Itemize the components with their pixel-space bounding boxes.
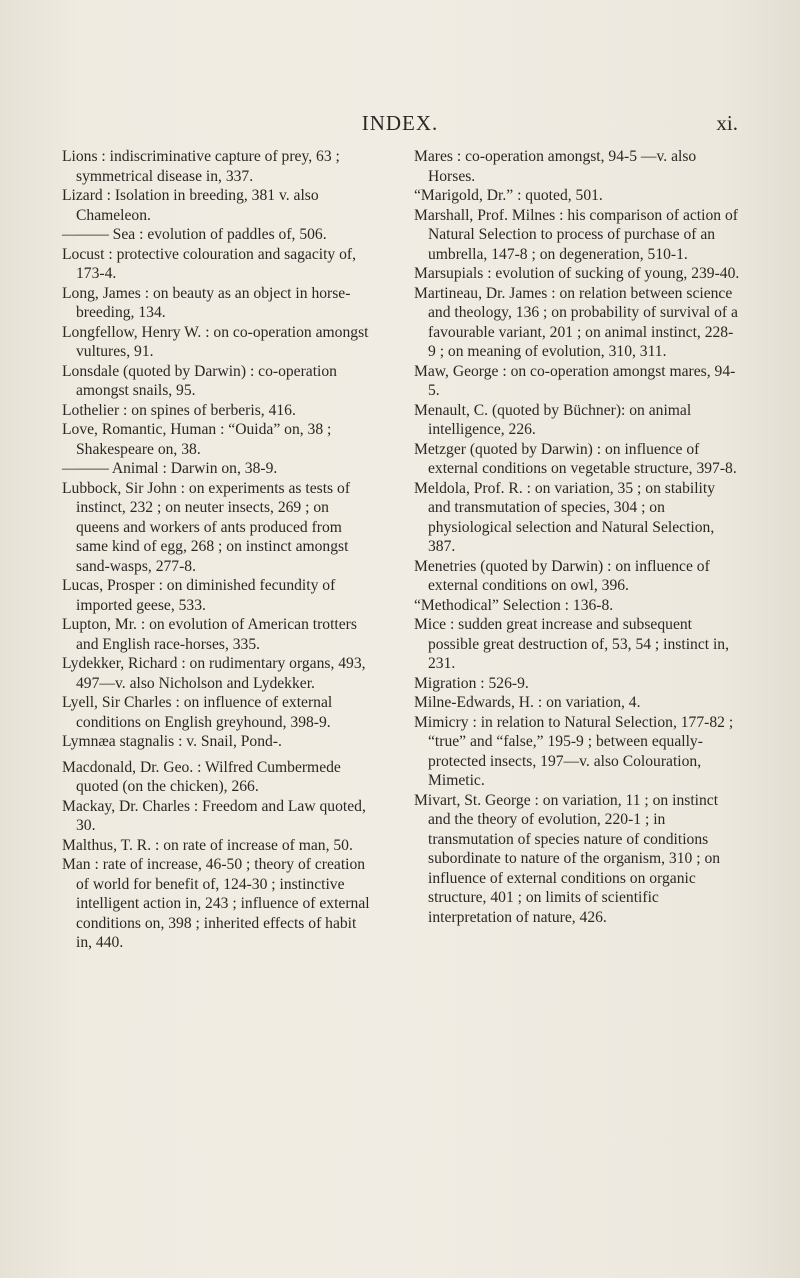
index-entry: Mivart, St. George : on variation, 11 ; on instinct and the theory of evolution, 220-1 ; in transmutation of species nature of conditions subordinate to nature of the organism, 310 ; on influence of external conditions on organic structure, 401 ; on limits of scientific interpretation of nature, 426. bbox=[414, 791, 721, 926]
index-entry: Mice : sudden great increase and subsequent possible great destruction of, 53, 54 ; instinct in, 231. bbox=[414, 616, 730, 672]
index-entry: Locust : protective colouration and sagacity of, 173-4. bbox=[62, 245, 357, 282]
index-entry: Maw, George : on co-operation amongst mares, 94-5. bbox=[414, 362, 736, 399]
index-entry: Migration : 526-9. bbox=[414, 674, 529, 692]
index-entry: Mimicry : in relation to Natural Selection, 177-82 ; “true” and “false,” 195-9 ; between equally-protected insects, 197—v. also Colouration, Mimetic. bbox=[414, 713, 734, 789]
index-entry: Man : rate of increase, 46-50 ; theory of creation of world for benefit of, 124-30 ; instinctive intelligent action in, 243 ; influence of external conditions on, 398 ; inherited effects of habit in, 440. bbox=[62, 856, 370, 951]
index-entry: Longfellow, Henry W. : on co-operation amongst vultures, 91. bbox=[62, 323, 369, 360]
index-entry: Lupton, Mr. : on evolution of American trotters and English race-horses, 335. bbox=[62, 616, 357, 653]
page-number: xi. bbox=[716, 111, 738, 135]
page-header bbox=[0, 111, 800, 135]
index-entry: “Marigold, Dr.” : quoted, 501. bbox=[414, 187, 603, 204]
index-entry: Lucas, Prosper : on diminished fecundity of imported geese, 533. bbox=[62, 577, 336, 614]
index-entry: Meldola, Prof. R. : on variation, 35 ; on stability and transmutation of species, 304 ; on physiological selection and Natural Selection, 387. bbox=[414, 479, 716, 555]
index-entry: “Methodical” Selection : 136-8. bbox=[414, 596, 614, 614]
index-entry: Lydekker, Richard : on rudimentary organs, 493, 497—v. also Nicholson and Lydekker. bbox=[62, 655, 366, 692]
index-entry: Mares : co-operation amongst, 94-5 —v. also Horses. bbox=[414, 148, 697, 185]
index-entry: Long, James : on beauty as an object in horse-breeding, 134. bbox=[62, 284, 351, 321]
index-column-right bbox=[414, 147, 740, 927]
index-entry: Metzger (quoted by Darwin) : on influence of external conditions on vegetable structure, 397-8. bbox=[414, 440, 737, 477]
index-entry: Lothelier : on spines of berberis, 416. bbox=[62, 401, 296, 419]
index-entry: Lymnæa stagnalis : v. Snail, Pond-. bbox=[62, 733, 282, 750]
index-entry: Marshall, Prof. Milnes : his comparison of action of Natural Selection to process of purchase of an umbrella, 147-8 ; on degeneration, 510-1. bbox=[414, 206, 738, 263]
index-column-left bbox=[62, 147, 372, 953]
index-entry: Malthus, T. R. : on rate of increase of man, 50. bbox=[62, 836, 353, 854]
index-entry: Lubbock, Sir John : on experiments as tests of instinct, 232 ; on neuter insects, 269 ; on queens and workers of ants produced from same kind of egg, 268 ; on instinct amongst sand-wasps, 277-8. bbox=[62, 479, 351, 575]
index-entry: Love, Romantic, Human : “Ouida” on, 38 ; Shakespeare on, 38. bbox=[62, 421, 332, 458]
index-entry: Lizard : Isolation in breeding, 381 v. also Chameleon. bbox=[62, 187, 319, 224]
index-entry: Menault, C. (quoted by Büchner): on animal intelligence, 226. bbox=[414, 401, 692, 438]
index-entry: Mackay, Dr. Charles : Freedom and Law quoted, 30. bbox=[62, 797, 366, 834]
index-entry: Lions : indiscriminative capture of prey, 63 ; symmetrical disease in, 337. bbox=[62, 148, 340, 185]
index-entry: Menetries (quoted by Darwin) : on influence of external conditions on owl, 396. bbox=[414, 557, 710, 594]
index-entry: Marsupials : evolution of sucking of young, 239-40. bbox=[414, 265, 740, 282]
index-entry: ——— Animal : Darwin on, 38-9. bbox=[62, 460, 278, 477]
page-title: INDEX. bbox=[361, 111, 439, 135]
index-entry: Lyell, Sir Charles : on influence of external conditions on English greyhound, 398-9. bbox=[62, 694, 333, 731]
index-entry: Macdonald, Dr. Geo. : Wilfred Cumbermede quoted (on the chicken), 266. bbox=[62, 758, 341, 795]
index-entry: ——— Sea : evolution of paddles of, 506. bbox=[62, 226, 327, 243]
index-entry: Martineau, Dr. James : on relation between science and theology, 136 ; on probability of survival of a favourable variant, 201 ; on animal instinct, 228-9 ; on meaning of evolution, 310, 311. bbox=[414, 284, 738, 360]
index-entry: Milne-Edwards, H. : on variation, 4. bbox=[414, 694, 641, 711]
index-entry: Lonsdale (quoted by Darwin) : co-operation amongst snails, 95. bbox=[62, 362, 337, 399]
